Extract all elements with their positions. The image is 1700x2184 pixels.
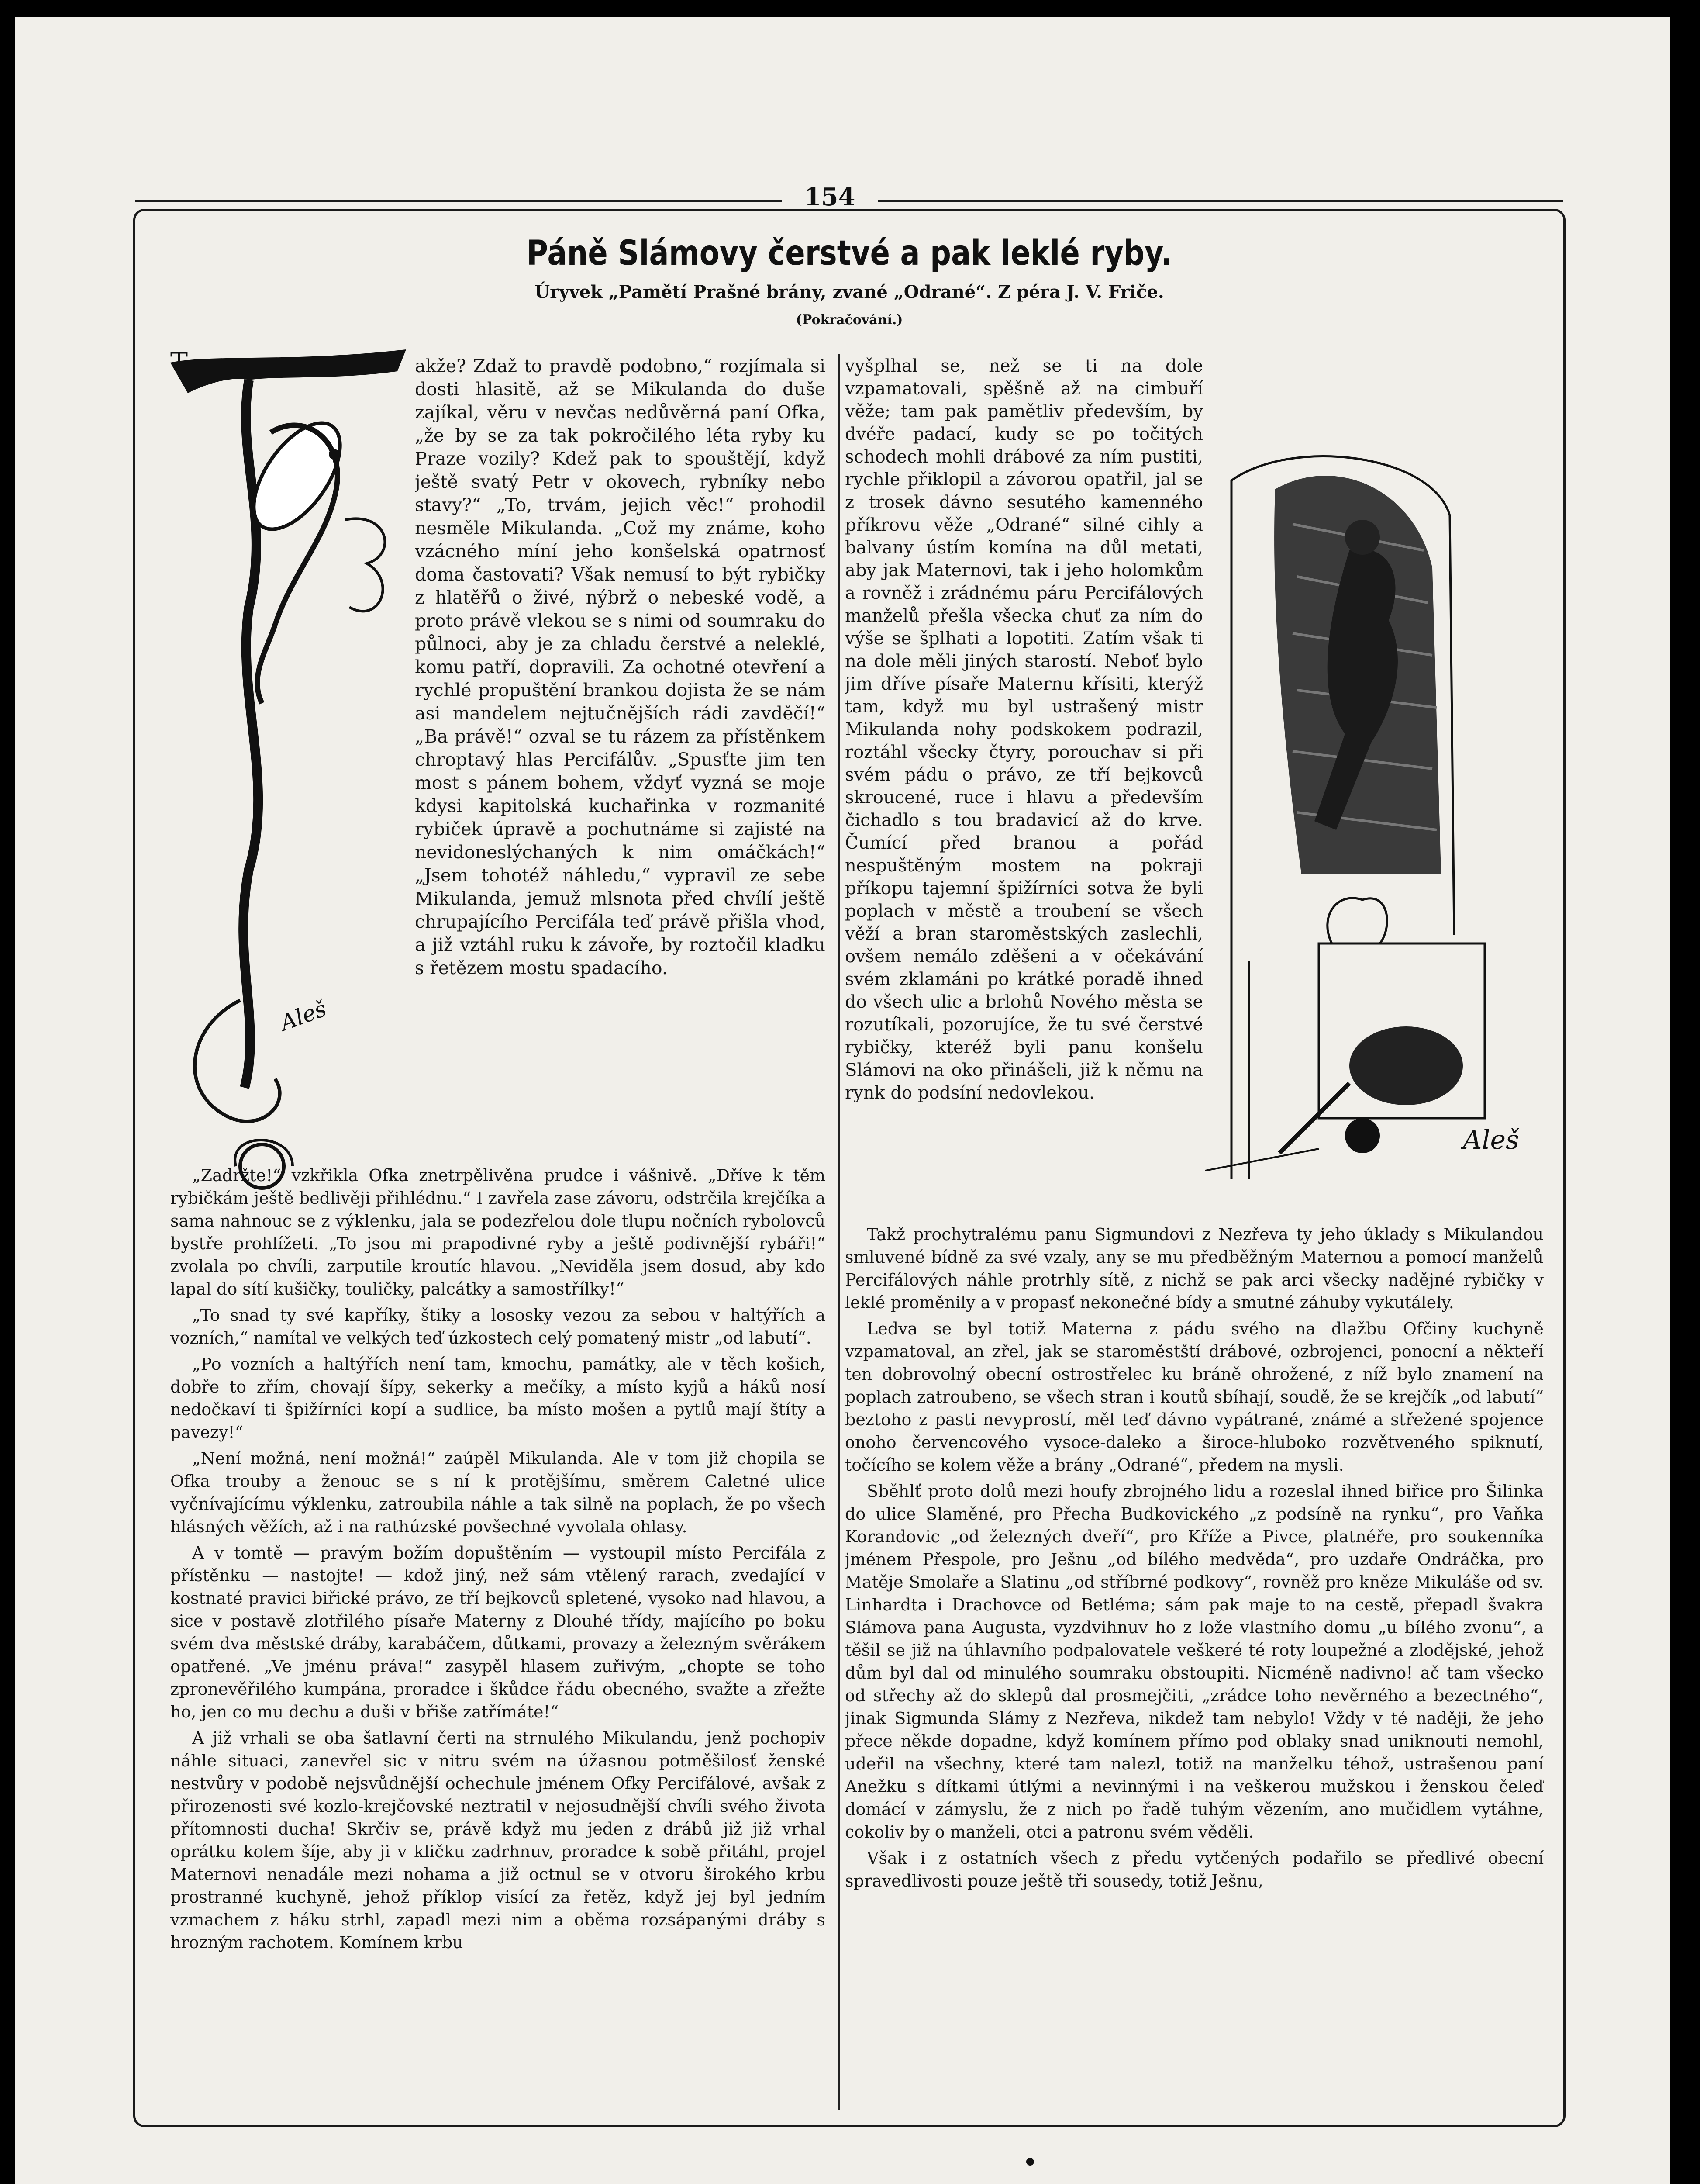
continued-note: (Pokračování.) (796, 312, 903, 328)
page-dot-mark (1026, 2158, 1034, 2166)
illustrator-signature: Aleš (1463, 1125, 1519, 1155)
fish-initial-drawing (162, 345, 406, 1214)
tower-figure-drawing (1205, 437, 1550, 1188)
column1-intro-paragraph: akže? Zdaž to pravdě podobno,“ rozjímala si dosti hlasitě, až se Mikulanda do duše zajíkal, věru v nevčas nedůvěrná paní Ofka, „že by se za tak pokročilého léta ryby ku Praze vozily? Kdež pak to spouštějí, když ještě svatý Petr v okovech, rybníky nebo stavy?“ „To, trvám, jejich věc!“ prohodil nesměle Mikulanda. „Což my známe, koho vzácného míní jeho konšelská opatrnosť doma častovati? Však nemusí to být rybičky z hlatěřů o živé, nýbrž o nebeské vodě, a proto právě vlekou se s nimi od soumraku do půlnoci, aby je za chladu čerstvé a neleklé, komu patří, dopravili. Za ochotné otevření a rychlé propuštění brankou dojista že se nám asi mandelem nejtučnějších rádi zavděčí!“ „Ba právě!“ ozval se tu rázem za přístěnkem chroptavý hlas Percifálův. „Spusťte jim ten most s pánem bohem, vždyť vyzná se moje kdysi kapitolská kuchařinka v rozmanité rybiček úpravě a pochutnáme si zajisté na nevidoneslýchaných k nim omáčkách!“ „Jsem tohotéž náhledu,“ vypravil ze sebe Mikulanda, jemuž mlsnota před chvílí ještě chrupajícího Percifála teď právě přišla vhod, a již vztáhl ruku k závoře, by roztočil kladku s řetězem mostu spadacího. (415, 356, 825, 978)
article-subtitle: Úryvek „Pamětí Prašné brány, zvané „Odrané“. Z péra J. V. Friče. (534, 282, 1164, 302)
header-rule-left (135, 200, 782, 202)
column1-intro-text (415, 355, 825, 1167)
article-title: Páně Slámovy čerstvé a pak leklé ryby. (526, 234, 1172, 273)
column-divider (838, 354, 840, 2110)
column2-paragraph: Takž prochytralému panu Sigmundovi z Nezřeva ty jeho úklady s Mikulandou smluvené bídně za své vzaly, any se mu předběžným Maternou a pomocí manželů Percifálových náhle protrhly sítě, z nichž se pak arci všecky nadějné rybičky v leklé proměnily a v propasť nekonečné bídy a smutné záhuby vykutálely. (845, 1225, 1544, 1312)
initial-letter-illustration (162, 345, 406, 1214)
column1-paragraph: „Zadržte!“ vzkřikla Ofka znetrpělivěna prudce i vášnivě. „Dříve k těm rybičkám ještě bedlivěji přihlédnu.“ I zavřela zase závoru, odstrčila krejčíka a sama nahnouc se z výklenku, jala se podezřelou dole tlupu nočních rybolovců bystře prohlížeti. „To jsou mi prapodivné ryby a ještě podivnější rybáři!“ zvolala po chvíli, zarputile kroutíc hlavou. „Neviděla jsem dosud, aby kdo lapal do sítí kušičky, touličky, palcátky a samostřílky!“ (170, 1166, 825, 1299)
column1-text (170, 1164, 825, 2116)
column2-paragraph: Však i z ostatních všech z předu vytčených podařilo se předlivé obecní spravedlivosti pouze ještě tři sousedy, totiž Ješnu, (845, 1849, 1544, 1890)
column1-paragraph: A již vrhali se oba šatlavní čerti na strnulého Mikulandu, jenž pochopiv náhle situaci, zanevřel sic v nitru svém na úžasnou potměšilosť ženské nestvůry v podobě nejsvůdnější ochechule jménem Ofky Percifálové, avšak z přirozenosti své kozlo-krejčovské neztratil v nejosudnější chvíli svého života přítomnosti ducha! Skrčiv se, právě když mu jeden z drábů již již vrhal oprátku kolem šíje, aby ji v kličku zadrhnuv, proradce k sobě přitáhl, projel Maternovi nenadále mezi nohama a již octnul se v otvoru širokého krbu prostranné kuchyně, jehož příklop visící za řetěz, když jej byl jedním vzmachem z háku strhl, zapadl mezi nim a oběma rozsápanými dráby s hrozným rachotem. Komínem krbu (170, 1728, 825, 1952)
initial-letter: T (170, 347, 188, 378)
header-rule-right (878, 200, 1563, 202)
column2-paragraph: Sběhlť proto dolů mezi houfy zbrojného lidu a rozeslal ihned biřice pro Šilinka do ulice Slaměné, pro Přecha Budkovického „z podsíně na rynku“, pro Vaňka Korandovic „od železných dveří“, pro Kříže a Pivce, platnéře, pro soukenníka jménem Přespole, pro Ješnu „od bílého medvěda“, pro uzdaře Ondráčka, pro Matěje Smolaře a Slatinu „od stříbrné podkovy“, rovněž pro kněze Mikuláše od sv. Linhardta i Drachovce od Betléma; sám pak maje to na cestě, přepadl švakra Slámova pana Augusta, vyzdvihnuv ho z lože vlastního domu „u bílého zvonu“, a těšil se již na úhlavního podpalovatele veškeré té roty loupežné a zlodějské, jehož dům byl dal od minulého soumraku obstoupiti. Nicméně nadivno! ač tam všecko od střechy až do sklepů dal prosmejčiti, „zrádce toho nevěrného a bezectného“, jinak Sigmunda Slámy z Nezřeva, nikdež tam nebylo! Vždy v té naději, že jeho přece někde dopadne, když komínem přímo pod oblaky snad uniknouti nemohl, udeřil na všechny, které tam nalezl, totiž na manželku téhož, ustrašenou paní Anežku s dítkami útlými a nevinnými i na veškerou mužskou i ženskou čeleď domácí v zámyslu, že z nich po řadě tuhým vězením, ano mučidlem vytáhne, cokoliv by o manželi, otci a patronu svém věděli. (845, 1482, 1544, 1842)
column2-intro-text (845, 355, 1203, 1224)
column2-paragraph: Ledva se byl totiž Materna z pádu svého na dlažbu Ofčiny kuchyně vzpamatoval, an zřel, jak se staroměstští drábové, ozbrojenci, ponocní a někteří ten dobrovolný obecní ostrostřelec ku bráně ohrožené, z níž bylo znamení na poplach zatroubeno, se všech stran i koutů sbíhají, soudě, že se krejčík „od labutí“ beztoho z pasti nevyprostí, měl teď dávno vypátrané, známé a střežené spojence onoho červencového vysoce-daleko a široce-hluboko rozvětveného spiknutí, točícího se kolem věže a brány „Odrané“, předem na mysli. (845, 1319, 1544, 1475)
column1-paragraph: „Po vozních a haltýřích není tam, kmochu, památky, ale v těch košich, dobře to zřím, chovají šípy, sekerky a mečíky, a místo kyjů a háků nosí nedočkaví ti špižírníci kopí a sudlice, ba místo mošen a pytlů mají štíty a pavezy!“ (170, 1355, 825, 1442)
tower-illustration (1205, 437, 1550, 1188)
column1-paragraph: „Není možná, není možná!“ zaúpěl Mikulanda. Ale v tom již chopila se Ofka trouby a ženouc se s ní k protějšímu, směrem Caletné ulice vyčnívajícímu výklenku, zatroubila náhle a tak silně na poplach, že po všech hlásných věžích, až i na rathúzské povšechné vyvolala ohlasy. (170, 1449, 825, 1536)
column2-text (845, 1223, 1544, 2116)
page-number: 154 (804, 183, 855, 211)
column1-paragraph: „To snad ty své kapříky, štiky a lososky vezou za sebou v haltýřích a vozních,“ namítal ve velkých teď úzkostech celý pomatený mistr „od labutí“. (170, 1306, 825, 1348)
illustrator-signature-initial: Aleš (277, 996, 330, 1036)
column1-paragraph: A v tomtě — pravým božím dopuštěním — vystoupil místo Percifála z přístěnku — nastojte! — kdož jiný, než sám vtělený rarach, zvedající v kostnaté pravici biřické právo, ze tří bejkovců spletené, vysoko nad hlavou, a sice v postavě zlotřilého písaře Materny z Dlouhé třídy, majícího po boku svém dva městské dráby, karabáčem, důtkami, provazy a železným svěrákem opatřené. „Ve jménu práva!“ zasypěl hlasem zuřivým, „chopte se toho zpronevěřilého kumpána, proradce i škůdce řádu obecného, svažte a zřežte ho, jen co mu dechu a duši v břiše zatřímáte!“ (170, 1543, 825, 1721)
column2-intro-paragraph: vyšplhal se, než se ti na dole vzpamatovali, spěšně až na cimbuří věže; tam pak pamětliv především, by dvéře padací, kudy se po točitých schodech mohli drábové za ním pustiti, rychle přiklopil a závorou opatřil, jal se z trosek dávno sesutého kamenného příkrovu věže „Odrané“ silné cihly a balvany ústím komína na důl metati, aby jak Maternovi, tak i jeho holomkům a rovněž i zrádnému páru Percifálových manželů přešla všecka chuť za ním do výše se šplhati a lopotiti. Zatím však ti na dole měli jiných starostí. Neboť bylo jim dříve písaře Maternu křísiti, kterýž tam, když mu byl ustrašený mistr Mikulanda nohy podskokem podrazil, roztáhl všecky čtyry, porouchav si při svém pádu o právo, ze tří bejkovců skroucené, ruce i hlavu a především čichadlo s tou bradavicí až do krve. Čumící před branou a pořád nespuštěným mostem na pokraji příkopu tajemní špižírníci sotva že byli poplach v městě a troubení se všech věží a bran staroměstských zaslechli, ovšem nemálo zděšeni a v očekávání svém zklamáni po krátké poradě ihned do všech ulic a brlohů Nového města se rozutíkali, pozorujíce, že tu své čerstvé rybičky, kteréž byli panu konšelu Slámovi na oko přinášeli, již k němu na rynk do podsíní nedovlekou. (845, 356, 1203, 1103)
